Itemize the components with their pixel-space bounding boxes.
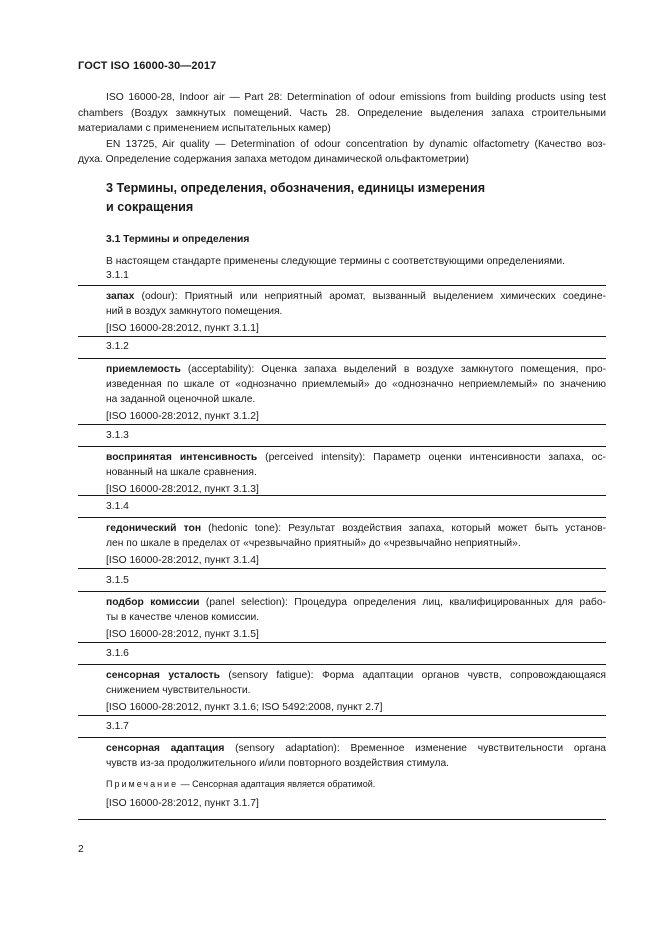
subsection-intro: В настоящем стандарте применены следующие термины с соответствующими определениями. [106,256,566,267]
term-definition-box [78,358,606,425]
term-definition-box [78,591,606,643]
term-number: 3.1.6 [106,648,129,659]
term-definition-box [78,664,606,716]
reference-line: EN 13725, Air quality — Determination of odour concentration by dynamic olfactometry (Качество воз- [106,138,606,150]
term-name: воспринятая интенсивность [106,452,258,463]
term-definition: (acceptability): Оценка запаха выделений в воздухе замкнутого помещения, про- [180,364,606,375]
term-definition-box [78,737,606,820]
document-header: ГОСТ ISO 16000-30—2017 [78,60,217,72]
section-title [106,179,485,217]
term-name: приемлемость [106,364,181,375]
term-number: 3.1.5 [106,575,129,586]
term-definition-box [78,446,606,496]
term-definition: изведенная по шкале от «однозначно приемлемый» до «однозначно неприемлемый» по значению [106,379,606,390]
term-definition: лен по шкале в пределах от «чрезвычайно приятный» до «чрезвычайно неприятный». [106,538,521,549]
term-definition-box [78,517,606,569]
term-definition: нованный на шкале сравнения. [106,467,257,478]
section-title-line: 3 Термины, определения, обозначения, единицы измерения [106,181,486,195]
term-name: подбор комиссии [106,597,200,608]
reference-line: материалами с применением испытательных камер) [78,123,331,134]
term-source: [ISO 16000-28:2012, пункт 3.1.7] [106,798,259,809]
term-number: 3.1.3 [106,430,129,441]
term-definition: ний в воздух замкнутого помещения. [106,306,283,317]
reference-en-13725 [78,137,606,168]
reference-iso-16000-28 [78,90,606,137]
reference-line: духа. Определение содержания запаха методом динамической ольфактометрии) [78,154,469,165]
term-number: 3.1.2 [106,341,129,352]
normative-references [78,90,606,168]
term-definition: на заданной оценочной шкале. [106,394,256,405]
term-number: 3.1.7 [106,721,129,732]
note-label: Примечание [106,779,179,789]
page-number: 2 [78,844,84,855]
term-definition: чувств из-за продолжительного и/или повторного воздействия стимула. [106,758,450,769]
subsection-title: 3.1 Термины и определения [106,234,250,245]
term-source: [ISO 16000-28:2012, пункт 3.1.2] [106,411,259,422]
term-number: 3.1.4 [106,501,129,512]
term-name: сенсорная адаптация [106,743,225,754]
term-source: [ISO 16000-28:2012, пункт 3.1.1] [106,323,259,334]
term-name: сенсорная усталость [106,670,220,681]
term-definition: (panel selection): Процедура определения лиц, квалифицированных для рабо- [199,597,606,608]
term-definition: снижением чувствительности. [106,685,251,696]
term-source: [ISO 16000-28:2012, пункт 3.1.3] [106,484,259,495]
term-source: [ISO 16000-28:2012, пункт 3.1.4] [106,555,259,566]
term-definition-box [78,285,606,337]
section-title-line: и сокращения [106,200,194,214]
term-definition: (hedonic tone): Результат воздействия запаха, который может быть установ- [201,523,606,534]
term-definition: (sensory fatigue): Форма адаптации органов чувств, сопровождающаяся [219,670,606,681]
term-note [78,777,606,792]
term-definition: (odour): Приятный или неприятный аромат, вызванный выделением химических соедине- [134,291,606,302]
note-text: — Сенсорная адаптация является обратимой. [178,779,376,789]
reference-line: chambers (Воздух замкнутых помещений. Часть 28. Определение выделения запаха строительными [78,107,606,119]
term-source: [ISO 16000-28:2012, пункт 3.1.6; ISO 5492:2008, пункт 2.7] [106,702,383,713]
term-definition: ты в качестве членов комиссии. [106,612,260,623]
term-name: гедонический тон [106,523,202,534]
reference-line: ISO 16000-28, Indoor air — Part 28: Determination of odour emissions from building products using test [106,92,606,103]
term-name: запах [106,291,135,302]
term-source: [ISO 16000-28:2012, пункт 3.1.5] [106,629,259,640]
term-number: 3.1.1 [106,270,129,281]
term-definition: (perceived intensity): Параметр оценки интенсивности запаха, ос- [257,452,606,463]
term-definition: (sensory adaptation): Временное изменение чувствительности органа [224,743,606,754]
